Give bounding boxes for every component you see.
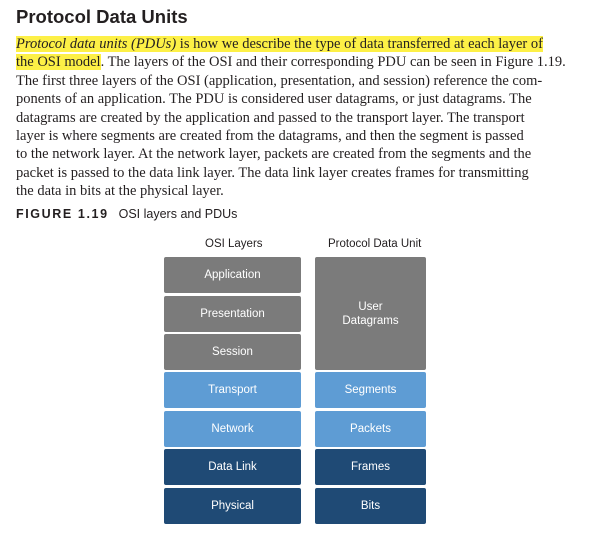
pdu-packets: Packets	[315, 411, 426, 447]
layer-network: Network	[164, 411, 301, 447]
pdu-user-datagrams-line1: User	[358, 300, 383, 313]
paragraph-line-9: the data in bits at the physical layer.	[16, 183, 224, 200]
italic-term: Protocol data units (PDUs)	[16, 36, 177, 52]
paragraph-line-5: datagrams are created by the application and passed to the transport layer. The transport	[16, 109, 525, 126]
paragraph-line-2	[16, 53, 582, 71]
pdu-header: Protocol Data Unit	[328, 238, 422, 250]
pdu-segments: Segments	[315, 372, 426, 408]
osi-layers-header: OSI Layers	[205, 238, 263, 250]
figure-number: FIGURE 1.19	[16, 207, 109, 221]
paragraph-line-6: layer is where segments are created from the datagrams, and then the segment is passed	[16, 127, 524, 144]
paragraph-line-1	[16, 35, 582, 53]
line-text: is how we describe the type of data transferred at each layer of	[176, 36, 543, 52]
line-text: . The layers of the OSI and their corresponding PDU can be seen in Figure 1.19.	[100, 54, 566, 71]
paragraph-line-3: The first three layers of the OSI (application, presentation, and session) reference the com-	[16, 72, 543, 89]
figure-caption	[16, 207, 237, 221]
paragraph-line-8: packet is passed to the data link layer. The data link layer creates frames for transmitting	[16, 164, 529, 181]
layer-application: Application	[164, 257, 301, 293]
highlighted-text	[16, 36, 543, 52]
layer-transport: Transport	[164, 372, 301, 408]
pdu-user-datagrams	[315, 257, 426, 370]
layer-presentation: Presentation	[164, 296, 301, 332]
pdu-user-datagrams-line2: Datagrams	[342, 314, 399, 327]
section-heading: Protocol Data Units	[16, 6, 188, 27]
layer-data-link: Data Link	[164, 449, 301, 485]
highlighted-text: the OSI model	[16, 54, 101, 71]
pdu-frames: Frames	[315, 449, 426, 485]
body-paragraph	[16, 35, 582, 201]
layer-session: Session	[164, 334, 301, 370]
pdu-bits: Bits	[315, 488, 426, 524]
paragraph-line-4: ponents of an application. The PDU is considered user datagrams, or just datagrams. The	[16, 91, 532, 108]
layer-physical: Physical	[164, 488, 301, 524]
figure-title: OSI layers and PDUs	[118, 207, 238, 221]
paragraph-line-7: to the network layer. At the network layer, packets are created from the segments and the	[16, 146, 532, 163]
